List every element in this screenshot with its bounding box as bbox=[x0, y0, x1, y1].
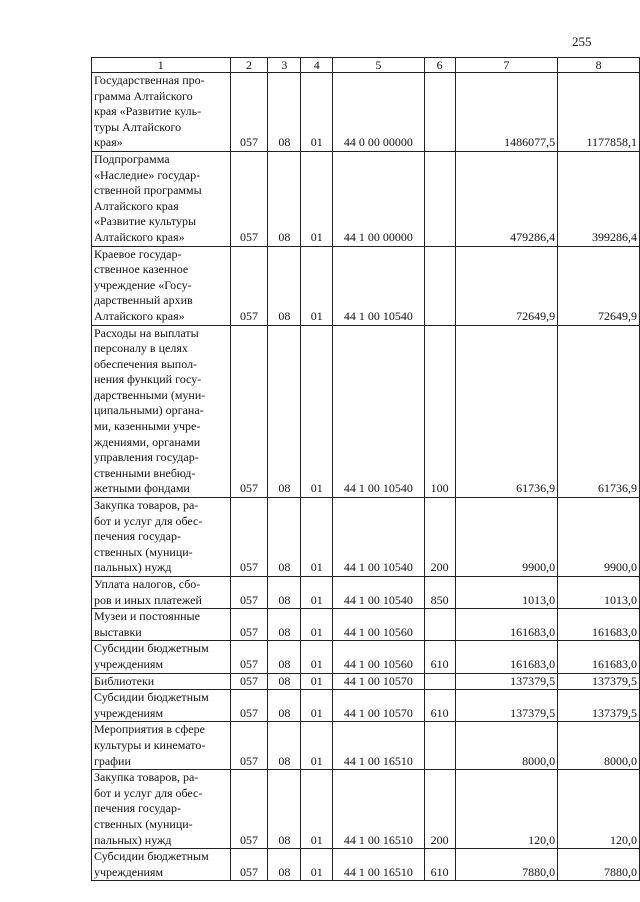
row-name-line: управления государ- bbox=[94, 450, 199, 465]
row-name-line: Алтайского края» bbox=[94, 308, 185, 323]
row-name-line: ципальными) органа- bbox=[94, 403, 204, 418]
ministry-code-cell: 057 bbox=[230, 498, 268, 577]
section-code-cell: 08 bbox=[268, 498, 301, 577]
subsection-code-cell: 01 bbox=[301, 770, 333, 849]
row-name-line: Субсидии бюджетным bbox=[94, 849, 209, 864]
row-name-cell bbox=[92, 151, 231, 246]
row-name-line: печения государ- bbox=[94, 529, 181, 544]
ministry-code-cell: 057 bbox=[230, 641, 268, 673]
subsection-code-cell: 01 bbox=[301, 690, 333, 722]
amount-year-1-cell: 9900,0 bbox=[455, 498, 558, 577]
amount-year-2-cell: 399286,4 bbox=[558, 151, 640, 246]
expense-type-cell: 850 bbox=[424, 577, 455, 609]
amount-year-2-cell: 1177858,1 bbox=[558, 73, 640, 152]
ministry-code-cell: 057 bbox=[230, 849, 268, 881]
target-article-cell: 44 1 00 10540 bbox=[333, 246, 425, 325]
header-cell: 7 bbox=[455, 58, 558, 73]
row-name-line: Государственная про- bbox=[94, 73, 205, 87]
header-cell: 5 bbox=[333, 58, 425, 73]
row-name-cell bbox=[92, 325, 231, 498]
subsection-code-cell: 01 bbox=[301, 73, 333, 152]
row-name-line: Субсидии бюджетным bbox=[94, 641, 209, 656]
ministry-code-cell: 057 bbox=[230, 325, 268, 498]
header-cell: 8 bbox=[558, 58, 640, 73]
amount-year-2-cell: 120,0 bbox=[558, 770, 640, 849]
ministry-code-cell: 057 bbox=[230, 151, 268, 246]
table-row bbox=[92, 641, 640, 673]
row-name-cell bbox=[92, 673, 231, 690]
table-row bbox=[92, 849, 640, 881]
row-name-line: ственными внебюд- bbox=[94, 465, 196, 480]
amount-year-1-cell: 120,0 bbox=[455, 770, 558, 849]
row-name-line: туры Алтайского bbox=[94, 119, 182, 134]
section-code-cell: 08 bbox=[268, 246, 301, 325]
expense-type-cell bbox=[424, 73, 455, 152]
row-name-line: нения функций госу- bbox=[94, 372, 202, 387]
section-code-cell: 08 bbox=[268, 325, 301, 498]
section-code-cell: 08 bbox=[268, 690, 301, 722]
row-name-line: «Наследие» государ- bbox=[94, 167, 201, 182]
section-code-cell: 08 bbox=[268, 73, 301, 152]
row-name-line: графии bbox=[94, 753, 131, 768]
row-name-line: бот и услуг для обес- bbox=[94, 513, 203, 528]
budget-table bbox=[91, 57, 640, 881]
header-cell: 2 bbox=[230, 58, 268, 73]
row-name-cell bbox=[92, 577, 231, 609]
row-name-line: обеспечения выпол- bbox=[94, 356, 198, 371]
row-name-cell bbox=[92, 609, 231, 641]
subsection-code-cell: 01 bbox=[301, 673, 333, 690]
subsection-code-cell: 01 bbox=[301, 151, 333, 246]
row-name-line: дарственный архив bbox=[94, 293, 193, 308]
row-name-line: Уплата налогов, сбо- bbox=[94, 577, 201, 591]
section-code-cell: 08 bbox=[268, 577, 301, 609]
subsection-code-cell: 01 bbox=[301, 498, 333, 577]
row-name-line: жетными фондами bbox=[94, 481, 190, 496]
row-name-cell bbox=[92, 246, 231, 325]
amount-year-1-cell: 61736,9 bbox=[455, 325, 558, 498]
amount-year-2-cell: 161683,0 bbox=[558, 609, 640, 641]
target-article-cell: 44 1 00 16510 bbox=[333, 722, 425, 770]
row-name-line: пальных) нужд bbox=[94, 560, 172, 575]
target-article-cell: 44 0 00 00000 bbox=[333, 73, 425, 152]
amount-year-1-cell: 137379,5 bbox=[455, 673, 558, 690]
ministry-code-cell: 057 bbox=[230, 673, 268, 690]
expense-type-cell bbox=[424, 246, 455, 325]
row-name-cell bbox=[92, 770, 231, 849]
target-article-cell: 44 1 00 16510 bbox=[333, 849, 425, 881]
expense-type-cell: 610 bbox=[424, 690, 455, 722]
row-name-cell bbox=[92, 498, 231, 577]
row-name-line: пальных) нужд bbox=[94, 832, 172, 847]
row-name-line: ственных (муници- bbox=[94, 816, 193, 831]
row-name-line: грамма Алтайского bbox=[94, 88, 193, 103]
row-name-line: учреждениям bbox=[94, 705, 164, 720]
ministry-code-cell: 057 bbox=[230, 73, 268, 152]
table-row bbox=[92, 770, 640, 849]
section-code-cell: 08 bbox=[268, 673, 301, 690]
row-name-cell bbox=[92, 641, 231, 673]
ministry-code-cell: 057 bbox=[230, 722, 268, 770]
row-name-line: Алтайского края bbox=[94, 198, 179, 213]
target-article-cell: 44 1 00 16510 bbox=[333, 770, 425, 849]
amount-year-2-cell: 72649,9 bbox=[558, 246, 640, 325]
table-row bbox=[92, 151, 640, 246]
expense-type-cell bbox=[424, 609, 455, 641]
row-name-cell bbox=[92, 73, 231, 152]
subsection-code-cell: 01 bbox=[301, 325, 333, 498]
target-article-cell: 44 1 00 10570 bbox=[333, 673, 425, 690]
amount-year-1-cell: 161683,0 bbox=[455, 641, 558, 673]
row-name-line: Алтайского края» bbox=[94, 229, 185, 244]
row-name-line: Краевое государ- bbox=[94, 246, 182, 261]
row-name-line: Библиотеки bbox=[94, 673, 155, 688]
subsection-code-cell: 01 bbox=[301, 609, 333, 641]
expense-type-cell: 200 bbox=[424, 498, 455, 577]
table-row bbox=[92, 690, 640, 722]
table-row bbox=[92, 73, 640, 152]
target-article-cell: 44 1 00 10560 bbox=[333, 641, 425, 673]
row-name-line: ственных (муници- bbox=[94, 544, 193, 559]
ministry-code-cell: 057 bbox=[230, 577, 268, 609]
amount-year-2-cell: 137379,5 bbox=[558, 673, 640, 690]
subsection-code-cell: 01 bbox=[301, 246, 333, 325]
row-name-line: Субсидии бюджетным bbox=[94, 690, 209, 705]
row-name-line: Музеи и постоянные bbox=[94, 609, 200, 624]
row-name-line: учреждение «Госу- bbox=[94, 277, 192, 292]
row-name-line: учреждениям bbox=[94, 656, 164, 671]
table-row bbox=[92, 673, 640, 690]
ministry-code-cell: 057 bbox=[230, 609, 268, 641]
row-name-line: ров и иных платежей bbox=[94, 592, 202, 607]
row-name-line: печения государ- bbox=[94, 801, 181, 816]
section-code-cell: 08 bbox=[268, 849, 301, 881]
row-name-line: бот и услуг для обес- bbox=[94, 785, 203, 800]
subsection-code-cell: 01 bbox=[301, 641, 333, 673]
table-body bbox=[92, 73, 640, 881]
row-name-line: ственной программы bbox=[94, 183, 202, 198]
amount-year-1-cell: 8000,0 bbox=[455, 722, 558, 770]
row-name-line: Подпрограмма bbox=[94, 151, 170, 166]
amount-year-1-cell: 1013,0 bbox=[455, 577, 558, 609]
section-code-cell: 08 bbox=[268, 770, 301, 849]
row-name-line: персоналу в целях bbox=[94, 341, 188, 356]
row-name-cell bbox=[92, 849, 231, 881]
expense-type-cell: 200 bbox=[424, 770, 455, 849]
section-code-cell: 08 bbox=[268, 641, 301, 673]
header-cell: 1 bbox=[92, 58, 231, 73]
target-article-cell: 44 1 00 10570 bbox=[333, 690, 425, 722]
subsection-code-cell: 01 bbox=[301, 577, 333, 609]
row-name-line: Мероприятия в сфере bbox=[94, 722, 205, 737]
amount-year-1-cell: 161683,0 bbox=[455, 609, 558, 641]
header-cell: 4 bbox=[301, 58, 333, 73]
row-name-line: выставки bbox=[94, 624, 142, 639]
target-article-cell: 44 1 00 00000 bbox=[333, 151, 425, 246]
table-row bbox=[92, 498, 640, 577]
section-code-cell: 08 bbox=[268, 722, 301, 770]
amount-year-2-cell: 9900,0 bbox=[558, 498, 640, 577]
row-name-line: Расходы на выплаты bbox=[94, 325, 199, 340]
expense-type-cell: 610 bbox=[424, 849, 455, 881]
subsection-code-cell: 01 bbox=[301, 849, 333, 881]
row-name-line: Закупка товаров, ра- bbox=[94, 770, 199, 785]
row-name-line: Закупка товаров, ра- bbox=[94, 498, 199, 513]
section-code-cell: 08 bbox=[268, 609, 301, 641]
subsection-code-cell: 01 bbox=[301, 722, 333, 770]
amount-year-2-cell: 7880,0 bbox=[558, 849, 640, 881]
row-name-cell bbox=[92, 690, 231, 722]
ministry-code-cell: 057 bbox=[230, 770, 268, 849]
row-name-line: «Развитие культуры bbox=[94, 214, 197, 229]
ministry-code-cell: 057 bbox=[230, 690, 268, 722]
row-name-line: края «Развитие куль- bbox=[94, 104, 202, 119]
row-name-line: края» bbox=[94, 135, 123, 150]
expense-type-cell bbox=[424, 673, 455, 690]
expense-type-cell bbox=[424, 151, 455, 246]
expense-type-cell: 100 bbox=[424, 325, 455, 498]
table-row bbox=[92, 246, 640, 325]
row-name-line: учреждениям bbox=[94, 864, 164, 879]
row-name-line: культуры и кинемато- bbox=[94, 737, 206, 752]
row-name-line: ственное казенное bbox=[94, 262, 189, 277]
row-name-line: дарственными (муни- bbox=[94, 387, 206, 402]
table-row bbox=[92, 609, 640, 641]
target-article-cell: 44 1 00 10540 bbox=[333, 498, 425, 577]
amount-year-2-cell: 137379,5 bbox=[558, 690, 640, 722]
table-row bbox=[92, 722, 640, 770]
ministry-code-cell: 057 bbox=[230, 246, 268, 325]
target-article-cell: 44 1 00 10560 bbox=[333, 609, 425, 641]
section-code-cell: 08 bbox=[268, 151, 301, 246]
amount-year-2-cell: 61736,9 bbox=[558, 325, 640, 498]
expense-type-cell: 610 bbox=[424, 641, 455, 673]
row-name-cell bbox=[92, 722, 231, 770]
page-number: 255 bbox=[572, 34, 592, 49]
amount-year-1-cell: 137379,5 bbox=[455, 690, 558, 722]
header-row bbox=[92, 58, 640, 73]
target-article-cell: 44 1 00 10540 bbox=[333, 325, 425, 498]
header-cell: 6 bbox=[424, 58, 455, 73]
row-name-line: ми, казенными учре- bbox=[94, 419, 201, 434]
amount-year-1-cell: 479286,4 bbox=[455, 151, 558, 246]
amount-year-1-cell: 7880,0 bbox=[455, 849, 558, 881]
amount-year-2-cell: 8000,0 bbox=[558, 722, 640, 770]
amount-year-2-cell: 161683,0 bbox=[558, 641, 640, 673]
table-row bbox=[92, 577, 640, 609]
table-row bbox=[92, 325, 640, 498]
header-cell: 3 bbox=[268, 58, 301, 73]
amount-year-2-cell: 1013,0 bbox=[558, 577, 640, 609]
target-article-cell: 44 1 00 10540 bbox=[333, 577, 425, 609]
amount-year-1-cell: 1486077,5 bbox=[455, 73, 558, 152]
expense-type-cell bbox=[424, 722, 455, 770]
row-name-line: ждениями, органами bbox=[94, 434, 201, 449]
amount-year-1-cell: 72649,9 bbox=[455, 246, 558, 325]
